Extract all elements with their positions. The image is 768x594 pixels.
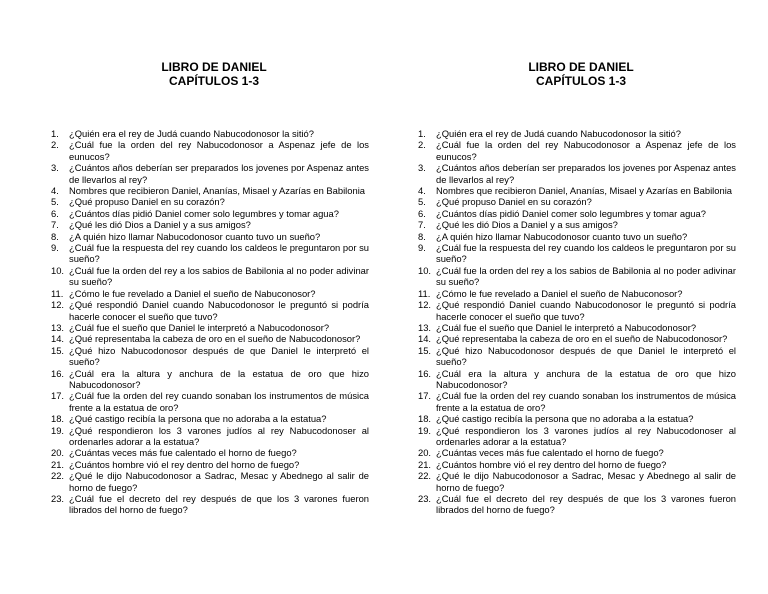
question-number: 18.	[51, 413, 65, 425]
question-item	[418, 219, 736, 230]
question-item	[418, 231, 736, 242]
title-line-2: CAPÍTULOS 1-3	[168, 74, 259, 88]
question-item	[51, 265, 369, 288]
question-text: ¿Cómo le fue revelado a Daniel el sueño de Nabuconosor?	[69, 287, 316, 299]
question-text: ¿Cómo le fue revelado a Daniel el sueño de Nabuconosor?	[436, 287, 683, 299]
question-text: ¿Cuántos años deberían ser preparados los jovenes por Aspenaz antes de llevarlos al rey?	[436, 162, 736, 185]
question-item	[418, 368, 736, 391]
question-item	[51, 208, 369, 219]
question-number: 13.	[51, 321, 65, 333]
question-number: 8.	[418, 230, 426, 242]
question-item	[51, 288, 369, 299]
question-item	[418, 322, 736, 333]
question-number: 19.	[418, 424, 432, 436]
question-number: 5.	[51, 196, 59, 208]
question-item	[418, 185, 736, 196]
question-item	[418, 139, 736, 162]
question-number: 4.	[51, 185, 59, 197]
question-item	[418, 333, 736, 344]
question-number: 4.	[418, 185, 426, 197]
question-text: ¿Qué castigo recibía la persona que no adoraba a la estatua?	[69, 413, 327, 425]
question-item	[51, 322, 369, 333]
question-item	[51, 219, 369, 230]
question-text: ¿Qué propuso Daniel en su corazón?	[436, 196, 592, 208]
question-text: ¿A quién hizo llamar Nabucodonosor cuanto tuvo un sueño?	[69, 230, 321, 242]
question-text: ¿Qué castigo recibía la persona que no adoraba a la estatua?	[436, 413, 694, 425]
question-text: ¿Quién era el rey de Judá cuando Nabucodonosor la sitió?	[436, 128, 681, 139]
question-item	[418, 470, 736, 493]
question-text: ¿Cuántos días pidió Daniel comer solo legumbres y tomar agua?	[69, 207, 339, 219]
question-text: ¿Qué hizo Nabucodonosor después de que Daniel le interpretó el sueño?	[436, 344, 736, 368]
question-text: ¿Cuál fue la respuesta del rey cuando los caldeos le preguntaron por su sueño?	[436, 242, 736, 265]
question-text: ¿Cuál era la altura y anchura de la estatua de oro que hizo Nabucodonosor?	[69, 367, 369, 390]
question-number: 8.	[51, 230, 59, 242]
question-item	[51, 139, 369, 162]
question-number: 15.	[418, 344, 432, 356]
title-line-2: CAPÍTULOS 1-3	[535, 74, 626, 88]
left-sheet	[51, 60, 369, 516]
question-text: ¿Cuál fue la orden del rey cuando sonaban los instrumentos de música frente a la estatua de oro?	[69, 390, 369, 413]
question-item	[418, 128, 736, 139]
question-item	[51, 425, 369, 448]
question-item	[51, 185, 369, 196]
question-item	[51, 196, 369, 207]
question-text: ¿Qué les dió Dios a Daniel y a sus amigos?	[69, 219, 251, 231]
question-text: ¿Cuál fue la orden del rey Nabucodonosor a Aspenaz jefe de los eunucos?	[69, 139, 369, 162]
question-text: ¿Cuántos hombre vió el rey dentro del horno de fuego?	[436, 458, 667, 470]
question-text: ¿Qué respondieron los 3 varones judíos al rey Nabucodonoser al ordenarles adorar a la estatua?	[69, 424, 369, 447]
question-text: Nombres que recibieron Daniel, Ananías, Misael y Azarías en Babilonia	[436, 185, 732, 197]
question-number: 18.	[418, 413, 432, 425]
question-item	[418, 265, 736, 288]
question-number: 12.	[51, 299, 65, 311]
question-item	[51, 162, 369, 185]
question-number: 20.	[418, 447, 432, 459]
question-number: 23.	[418, 493, 432, 504]
question-item	[51, 128, 369, 139]
question-number: 5.	[418, 196, 426, 208]
question-number: 11.	[51, 287, 64, 299]
question-text: ¿Qué representaba la cabeza de oro en el sueño de Nabucodonosor?	[436, 333, 728, 345]
question-number: 10.	[418, 264, 432, 276]
question-number: 1.	[418, 128, 426, 139]
question-number: 12.	[418, 299, 432, 311]
question-item	[418, 413, 736, 424]
question-item	[418, 196, 736, 207]
question-text: ¿Cuál era la altura y anchura de la estatua de oro que hizo Nabucodonosor?	[436, 367, 736, 390]
question-item	[418, 299, 736, 322]
question-text: ¿Qué le dijo Nabucodonosor a Sadrac, Mesac y Abednego al salir de horno de fuego?	[69, 470, 369, 493]
question-item	[418, 493, 736, 516]
question-number: 1.	[51, 128, 59, 139]
question-text: ¿Qué representaba la cabeza de oro en el sueño de Nabucodonosor?	[69, 333, 361, 345]
question-item	[418, 390, 736, 413]
question-list	[418, 128, 736, 516]
title-line-1: LIBRO DE DANIEL	[161, 60, 267, 74]
question-number: 2.	[418, 139, 426, 151]
question-number: 7.	[418, 219, 426, 231]
question-list	[51, 128, 369, 516]
question-number: 23.	[51, 493, 65, 504]
question-item	[51, 470, 369, 493]
question-text: ¿A quién hizo llamar Nabucodonosor cuanto tuvo un sueño?	[436, 230, 688, 242]
question-number: 3.	[418, 162, 426, 174]
document-title	[426, 60, 736, 88]
title-line-1: LIBRO DE DANIEL	[528, 60, 634, 74]
question-number: 16.	[418, 367, 432, 379]
question-number: 6.	[418, 207, 426, 219]
question-text: ¿Cuál fue el decreto del rey después de que los 3 varones fueron librados del horno de fuego?	[436, 493, 736, 516]
question-item	[51, 493, 369, 516]
question-number: 22.	[418, 470, 432, 482]
question-text: ¿Qué le dijo Nabucodonosor a Sadrac, Mesac y Abednego al salir de horno de fuego?	[436, 470, 736, 493]
question-text: ¿Cuántas veces más fue calentado el horno de fuego?	[69, 447, 297, 459]
question-text: ¿Cuál fue el decreto del rey después de que los 3 varones fueron librados del horno de fuego?	[69, 493, 369, 516]
question-text: Nombres que recibieron Daniel, Ananías, Misael y Azarías en Babilonia	[69, 185, 365, 197]
question-number: 21.	[51, 458, 65, 470]
question-text: ¿Cuál fue la orden del rey a los sabios de Babilonia al no poder adivinar su sueño?	[69, 264, 369, 288]
question-number: 17.	[51, 390, 65, 402]
question-text: ¿Cuál fue la orden del rey cuando sonaban los instrumentos de música frente a la estatua de oro?	[436, 390, 736, 413]
question-item	[51, 459, 369, 470]
question-item	[418, 459, 736, 470]
question-item	[418, 162, 736, 185]
question-number: 9.	[51, 242, 59, 254]
question-text: ¿Cuántos años deberían ser preparados los jovenes por Aspenaz antes de llevarlos al rey?	[69, 162, 369, 185]
question-item	[418, 288, 736, 299]
question-item	[418, 447, 736, 458]
question-number: 3.	[51, 162, 59, 174]
question-number: 9.	[418, 242, 426, 254]
question-text: ¿Quién era el rey de Judá cuando Nabucodonosor la sitió?	[69, 128, 314, 139]
question-item	[418, 345, 736, 368]
question-text: ¿Qué propuso Daniel en su corazón?	[69, 196, 225, 208]
question-number: 17.	[418, 390, 432, 402]
question-text: ¿Qué les dió Dios a Daniel y a sus amigos?	[436, 219, 618, 231]
question-item	[51, 368, 369, 391]
question-item	[51, 413, 369, 424]
question-text: ¿Cuál fue la respuesta del rey cuando los caldeos le preguntaron por su sueño?	[69, 242, 369, 265]
question-number: 21.	[418, 458, 432, 470]
question-item	[51, 345, 369, 368]
question-text: ¿Cuál fue el sueño que Daniel le interpretó a Nabucodonosor?	[69, 321, 330, 333]
question-item	[51, 242, 369, 265]
document-title	[59, 60, 369, 88]
question-number: 14.	[51, 333, 65, 345]
question-text: ¿Qué respondieron los 3 varones judíos al rey Nabucodonoser al ordenarles adorar a la estatua?	[436, 424, 736, 447]
question-text: ¿Cuántas veces más fue calentado el horno de fuego?	[436, 447, 664, 459]
question-number: 16.	[51, 367, 65, 379]
question-text: ¿Cuál fue el sueño que Daniel le interpretó a Nabucodonosor?	[436, 321, 697, 333]
question-number: 15.	[51, 344, 65, 356]
question-text: ¿Cuántos hombre vió el rey dentro del horno de fuego?	[69, 458, 300, 470]
question-number: 6.	[51, 207, 59, 219]
question-number: 22.	[51, 470, 65, 482]
question-item	[51, 390, 369, 413]
question-item	[51, 231, 369, 242]
question-number: 11.	[418, 287, 431, 299]
question-text: ¿Cuántos días pidió Daniel comer solo legumbres y tomar agua?	[436, 207, 706, 219]
question-item	[51, 299, 369, 322]
question-number: 7.	[51, 219, 59, 231]
question-number: 2.	[51, 139, 59, 151]
right-sheet	[418, 60, 736, 516]
question-number: 10.	[51, 264, 65, 276]
question-text: ¿Qué hizo Nabucodonosor después de que Daniel le interpretó el sueño?	[69, 344, 369, 368]
question-text: ¿Cuál fue la orden del rey Nabucodonosor a Aspenaz jefe de los eunucos?	[436, 139, 736, 162]
question-text: ¿Cuál fue la orden del rey a los sabios de Babilonia al no poder adivinar su sueño?	[436, 264, 736, 288]
question-item	[418, 208, 736, 219]
question-item	[51, 333, 369, 344]
question-number: 14.	[418, 333, 432, 345]
question-item	[418, 242, 736, 265]
question-number: 13.	[418, 321, 432, 333]
question-number: 19.	[51, 424, 65, 436]
question-item	[51, 447, 369, 458]
question-text: ¿Qué respondió Daniel cuando Nabucodonosor le preguntó si podría hacerle conocer el sueño que tuvo?	[69, 299, 369, 322]
question-text: ¿Qué respondió Daniel cuando Nabucodonosor le preguntó si podría hacerle conocer el sueño que tuvo?	[436, 299, 736, 322]
question-number: 20.	[51, 447, 65, 459]
question-item	[418, 425, 736, 448]
